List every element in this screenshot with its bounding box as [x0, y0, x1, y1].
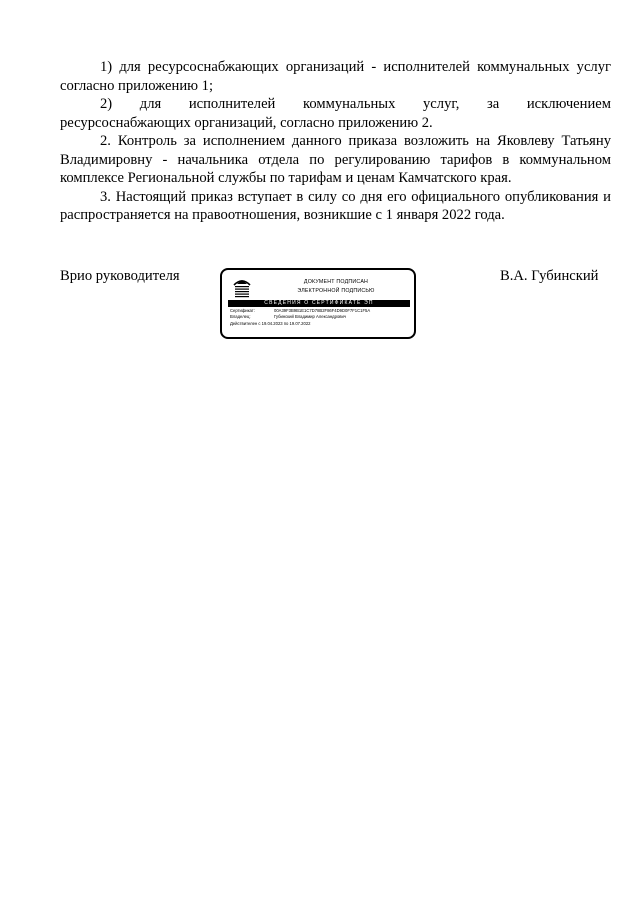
certificate-label: Сертификат:	[230, 308, 255, 313]
stamp-row-validity	[230, 321, 412, 327]
stamp-title-line-1: ДОКУМЕНТ ПОДПИСАН	[303, 279, 369, 285]
stamp-title	[266, 278, 406, 296]
paragraph-item-2: 2) для исполнителей коммунальных услуг, за исключением	[100, 96, 611, 112]
document-body	[60, 58, 611, 225]
paragraph-item-1: 1) для ресурсоснабжающих организаций - исполнителей коммунальных услуг согласно приложению 1;	[60, 59, 611, 94]
stamp-certificate-header: СВЕДЕНИЯ О СЕРТИФИКАТЕ ЭП	[228, 300, 410, 307]
owner-label: Владелец:	[230, 314, 251, 320]
signatory-position: Врио руководителя	[60, 268, 180, 284]
paragraph-effective-date: 3. Настоящий приказ вступает в силу со дня его официального опубликования и распространяется на правоотношения, возникшие с 1 января 2022 года.	[60, 188, 611, 223]
paragraph-item-2-continuation: ресурсоснабжающих организаций, согласно приложению 2.	[60, 114, 433, 131]
paragraph-control: 2. Контроль за исполнением данного приказа возложить на Яковлеву Татьяну Владимировну - начальника отдела по регулированию тарифов в коммунальном комплексе Региональной службы по тарифам и ценам Камчатского края.	[60, 133, 611, 186]
stamp-title-line-2: ЭЛЕКТРОННОЙ ПОДПИСЬЮ	[297, 288, 375, 294]
coat-of-arms-icon	[231, 276, 253, 298]
signatory-name: В.А. Губинский	[500, 268, 599, 284]
owner-value: Губинский Владимир Александрович	[274, 314, 347, 320]
certificate-value: 00A39F3B9B1E1C7D78B2F86F4D9D0F7F1C1F5A	[274, 308, 371, 313]
validity-value: Действителен с 19.04.2023 по 19.07.2022	[230, 320, 311, 326]
electronic-signature-stamp	[220, 268, 416, 339]
stamp-details	[230, 308, 412, 327]
